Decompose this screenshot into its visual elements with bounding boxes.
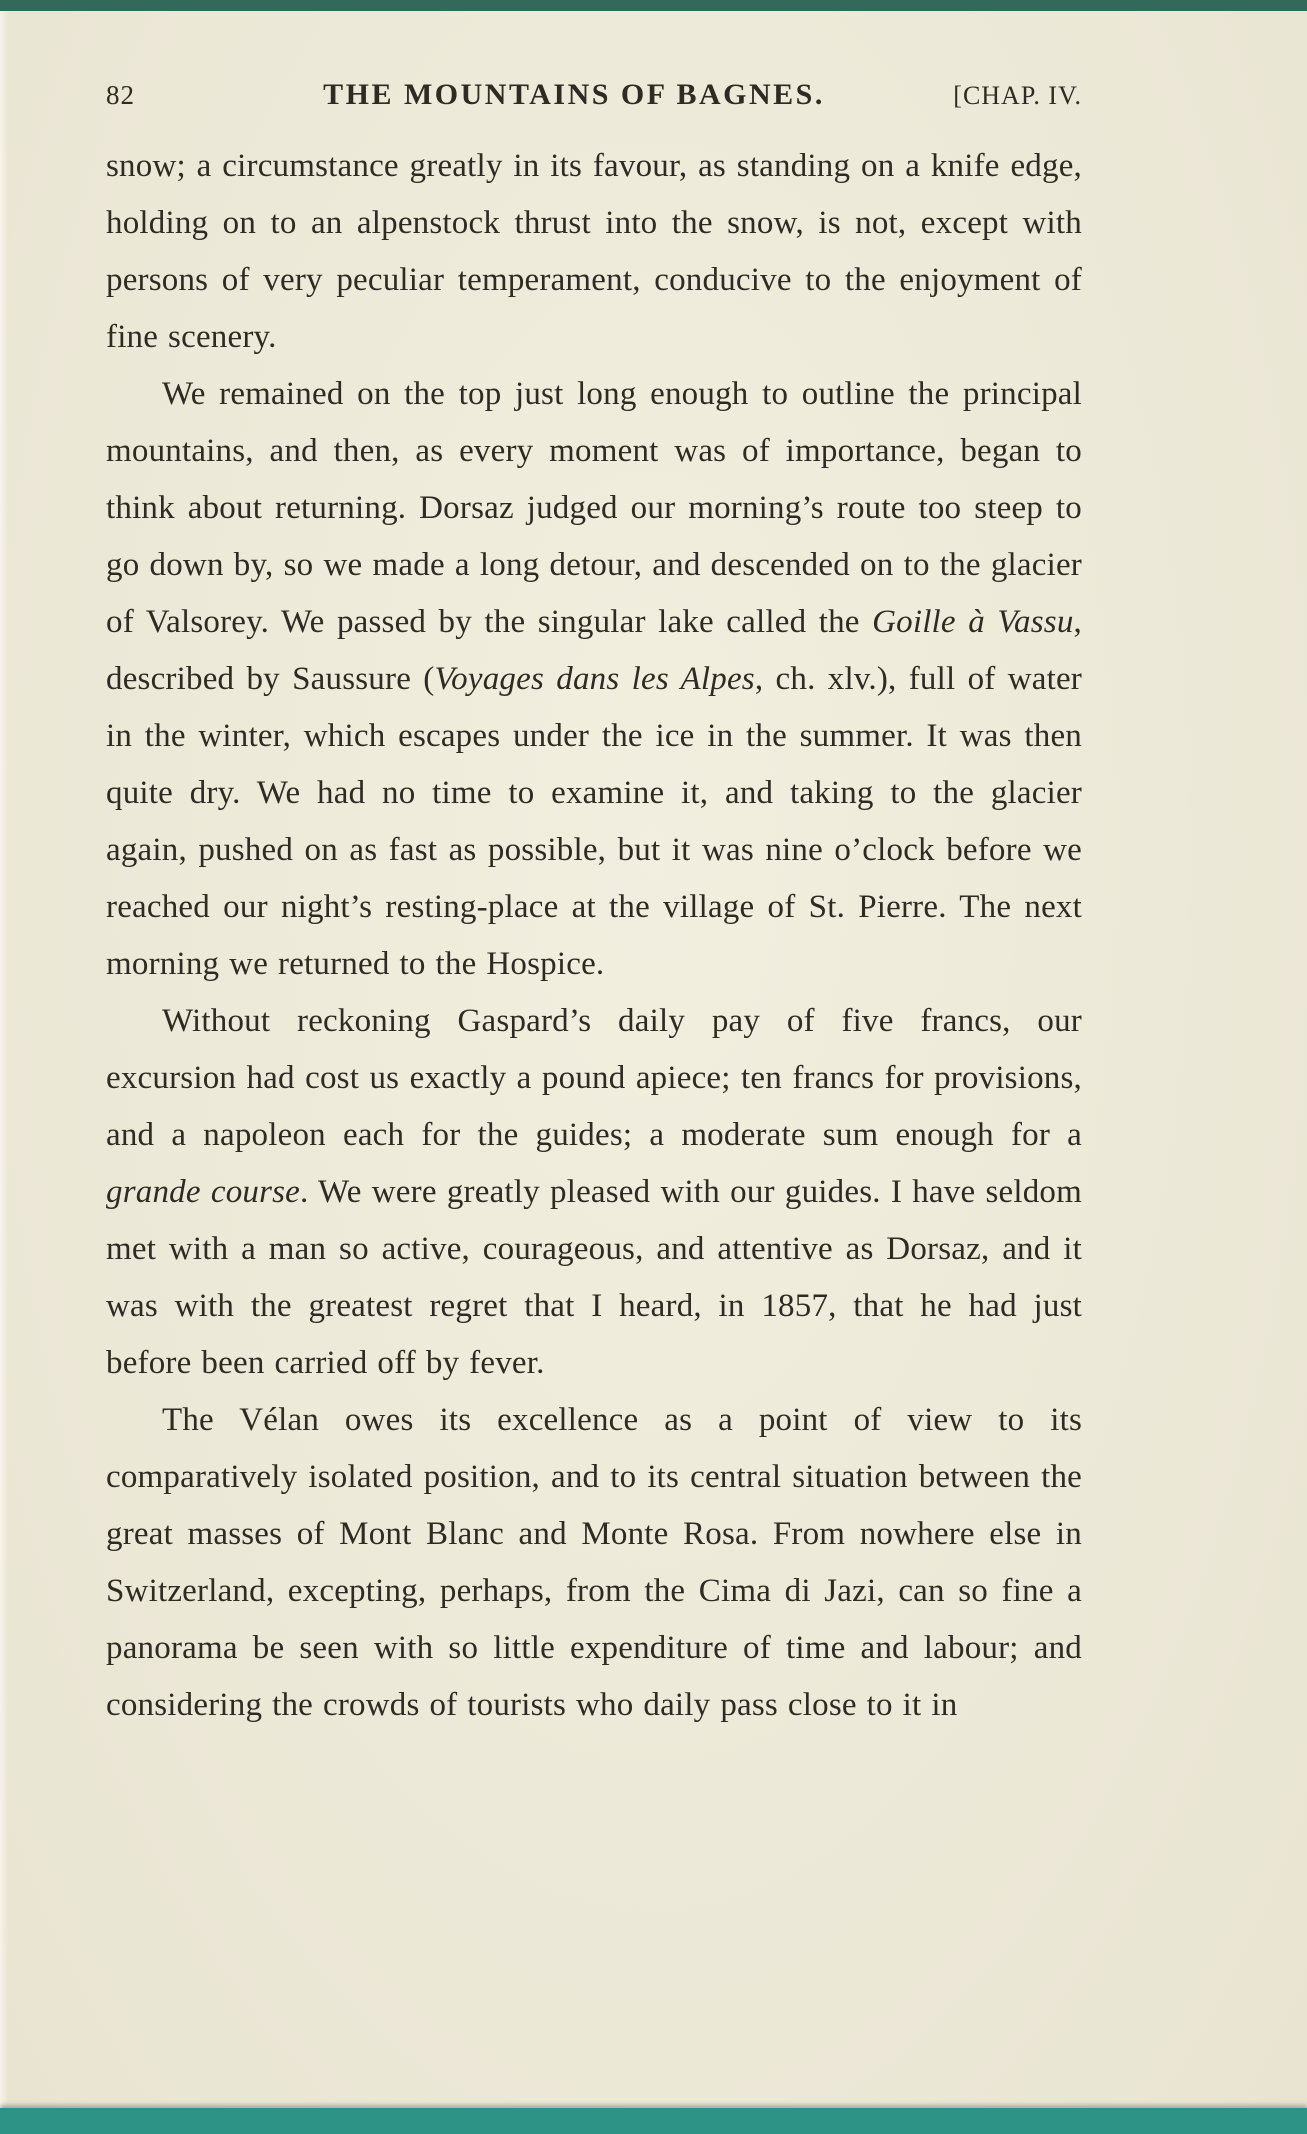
page-number: 82 (106, 80, 135, 110)
italic-text: grande course (106, 1174, 301, 1210)
paragraph (106, 366, 1082, 993)
body-text: . We were greatly pleased with our guides. I have seldom met with a man so active, courageous, and attentive as Dorsaz, and it was with the greatest regret that I heard, in 1857, that he had just before been carried off by fever. (106, 1174, 1082, 1381)
scan-bottom-band (0, 2108, 1307, 2134)
paragraph (106, 1392, 1082, 1734)
body-text: , described by Saussure ( (106, 604, 1082, 697)
running-head (106, 78, 1082, 112)
paragraph (106, 138, 1082, 366)
body-text: , ch. xlv.), full of water in the winter, which escapes under the ice in the summer. It was then quite dry. We had no time to examine it, and taking to the glacier again, pushed on as fast as possible, but it was nine o’clock before we reached our night’s resting-place at the village of St. Pierre. The next morning we returned to the Hospice. (106, 661, 1082, 982)
scan-left-edge (0, 0, 8, 2134)
italic-text: Voyages dans les Alpes (434, 661, 755, 697)
chapter-marker: [CHAP. IV. (953, 81, 1082, 110)
body-text: Without reckoning Gaspard’s daily pay of five francs, our excursion had cost us exactly a pound apiece; ten francs for provisions, and a napoleon each for the guides; a moderate sum enough for a (106, 1003, 1082, 1153)
italic-text: Goille à Vassu (872, 604, 1074, 640)
paragraph (106, 993, 1082, 1392)
body-text: The Vélan owes its excellence as a point of view to its comparatively isolated position, and to its central situation between the great masses of Mont Blanc and Monte Rosa. From nowhere else in Switzerland, excepting, perhaps, from the Cima di Jazi, can so fine a panorama be seen with so little expenditure of time and labour; and considering the crowds of tourists who daily pass close to it in (106, 1402, 1082, 1723)
text-block (106, 138, 1082, 1734)
body-text: snow; a circumstance greatly in its favour, as standing on a knife edge, holding on to an alpenstock thrust into the snow, is not, except with persons of very peculiar temperament, conducive to the enjoyment of fine scenery. (106, 148, 1082, 355)
scan-top-band (0, 0, 1307, 11)
running-title: THE MOUNTAINS OF BAGNES. (323, 78, 825, 111)
body-text: We remained on the top just long enough to outline the principal mountains, and then, as every moment was of importance, began to think about returning. Dorsaz judged our morning’s route too steep to go down by, so we made a long detour, and descended on to the glacier of Valsorey. We passed by the singular lake called the (106, 376, 1082, 640)
